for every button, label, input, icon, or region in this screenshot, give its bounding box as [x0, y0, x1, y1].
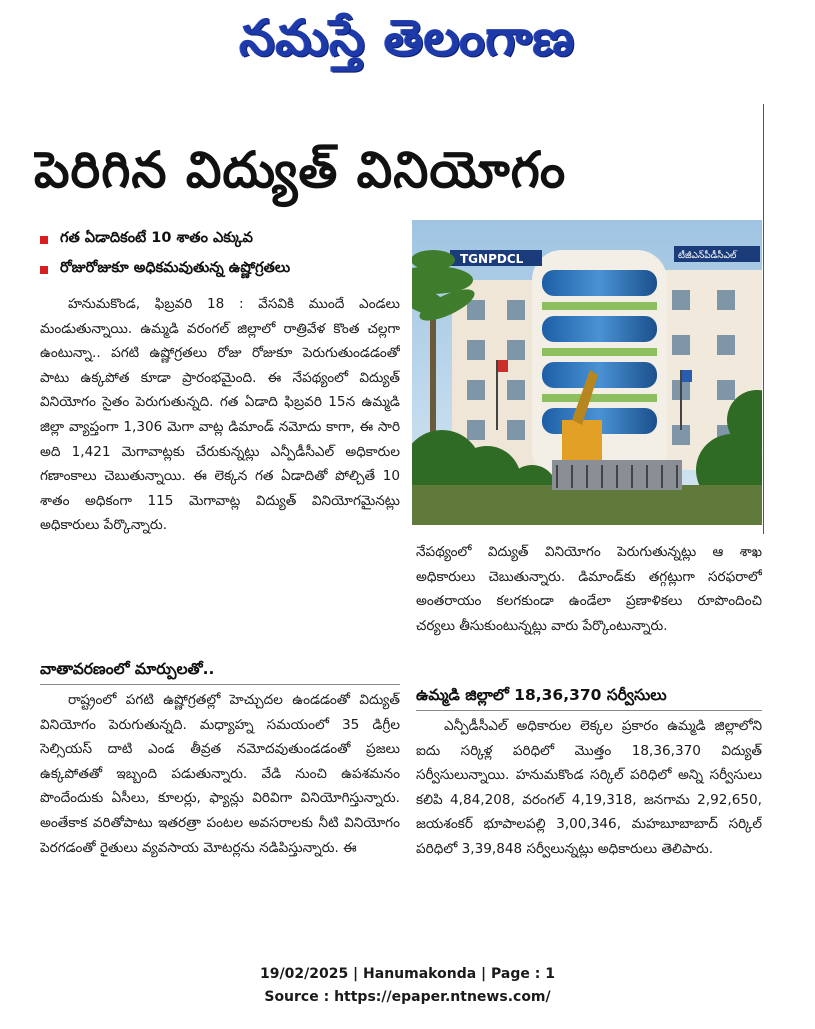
- column1-paragraph2: [40, 688, 400, 938]
- bullet-item: [40, 225, 400, 255]
- footer-source-link[interactable]: Source : https://epaper.ntnews.com/: [264, 989, 551, 1005]
- paragraph-text: రాష్ట్రంలో పగటి ఉష్ణోగ్రతల్లో హెచ్చుదల ఉండడంతో విద్యుత్ వినియోగం పెరుగుతున్నది. మధ్యాహ్న సమయంలో 35 డిగ్రీల సెల్సియస్ దాటి ఎండ తీవ్రత నమోదవుతుండడంతో ప్రజలు ఉక్కపోతతో ఇబ్బంది పడుతున్నారు. వేడి నుంచి ఉపశమనం పొందేందుకు ఏసీలు, కూలర్లు, ఫ్యాన్లు విరివిగా వినియోగిస్తున్నారు. అంతేకాక వరితోపాటు ఇతరత్రా పంటల అవసరాలకు నీటి వినియోగం పెరగడంతో రైతులు వ్యవసాయ మోటర్లను నడిపిస్తున్నారు. ఈ: [40, 692, 400, 856]
- bullet-square-icon: [40, 266, 48, 274]
- subheading-weather-changes: వాతావరణంలో మార్పులతో..: [40, 660, 215, 678]
- paragraph-text: ఎన్పీడీసీఎల్ అధికారుల లెక్కల ప్రకారం ఉమ్మడి జిల్లాలోని ఐదు సర్కిళ్ల పరిధిలో మొత్తం 18,36,370 విద్యుత్ సర్వీసులున్నాయి. హనుమకొండ సర్కిల్ పరిధిలో అన్ని సర్వీసులు కలిపి 4,84,208, వరంగల్ 4,19,318, జనగామ 2,92,650, జయశంకర్ భూపాలపల్లి 3,00,346, మహబూబాబాద్ సర్కిల్ పరిధిలో 3,39,848 సర్వీలున్నట్లు అధికారులు తెలిపారు.: [416, 718, 762, 857]
- newspaper-masthead: నమస్తే తెలంగాణ: [239, 9, 576, 67]
- bullet-text: గత ఏడాదికంటే 10 శాతం ఎక్కువ: [60, 230, 253, 246]
- bullet-item: [40, 255, 400, 285]
- telugu-sign-text: టీజీఎన్‌పీడీసీఎల్: [678, 251, 737, 261]
- bullet-text: రోజురోజుకూ అధికమవుతున్న ఉష్ణోగ్రతలు: [60, 260, 291, 276]
- column2-paragraph2: [416, 714, 762, 938]
- subheading-services-count: ఉమ్మడి జిల్లాలో 18,36,370 సర్వీసులు: [416, 686, 667, 704]
- paragraph-text: నేపథ్యంలో విద్యుత్ వినియోగం పెరుగుతున్నట్లు ఆ శాఖ అధికారులు చెబుతున్నారు. డిమాండ్‌కు తగ్గట్లుగా సరఫరాలో అంతరాయం కలగకుండా ఉండేలా ప్రణాళికలు రూపొందించి చర్యలు తీసుకుంటున్నట్లు వారు పేర్కొంటున్నారు.: [416, 544, 762, 634]
- column1-paragraph1: [40, 292, 400, 656]
- highlight-bullets: [40, 225, 400, 285]
- subheading-divider: [40, 684, 400, 685]
- column2-paragraph1: [416, 540, 762, 680]
- building-illustration: [412, 220, 762, 525]
- bullet-square-icon: [40, 236, 48, 244]
- paragraph-text: హనుమకొండ, ఫిబ్రవరి 18 : వేసవికి ముందే ఎండలు మండుతున్నాయి. ఉమ్మడి వరంగల్ జిల్లాలో రాత్రివేళ కొంత చల్లగా ఉంటున్నా.. పగటి ఉష్ణోగ్రతలు రోజు రోజుకూ పెరుగుతుండడంతో పాటు ఉక్కపోత కూడా ప్రారంభమైంది. ఈ నేపథ్యంలో విద్యుత్ వినియోగం సైతం పెరుగుతున్నది. గత ఏడాది ఫిబ్రవరి 15న ఉమ్మడి జిల్లా వ్యాప్తంగా 1,306 మెగా వాట్ల డిమాండ్ నమోదు కాగా, ఈ సారి అది 1,421 మెగావాట్లకు చేరుకున్నట్లు ఎన్పీడీసీఎల్ అధికారుల గణాంకాలు చెబుతున్నాయి. ఈ లెక్కన గత ఏడాదితో పోల్చితే 10 శాతం అధికంగా 115 మెగావాట్ల విద్యుత్ వినియోగమైనట్లు అధికారులు పేర్కొన్నారు.: [40, 296, 400, 534]
- tgnpdcl-building-photo: [412, 220, 762, 525]
- footer-date-edition: 19/02/2025 | Hanumakonda | Page : 1: [260, 966, 555, 982]
- subheading-divider: [416, 710, 762, 711]
- tgnpdcl-sign-text: TGNPDCL: [460, 252, 524, 266]
- article-headline: పెరిగిన విద్యుత్ వినియోగం: [34, 141, 567, 199]
